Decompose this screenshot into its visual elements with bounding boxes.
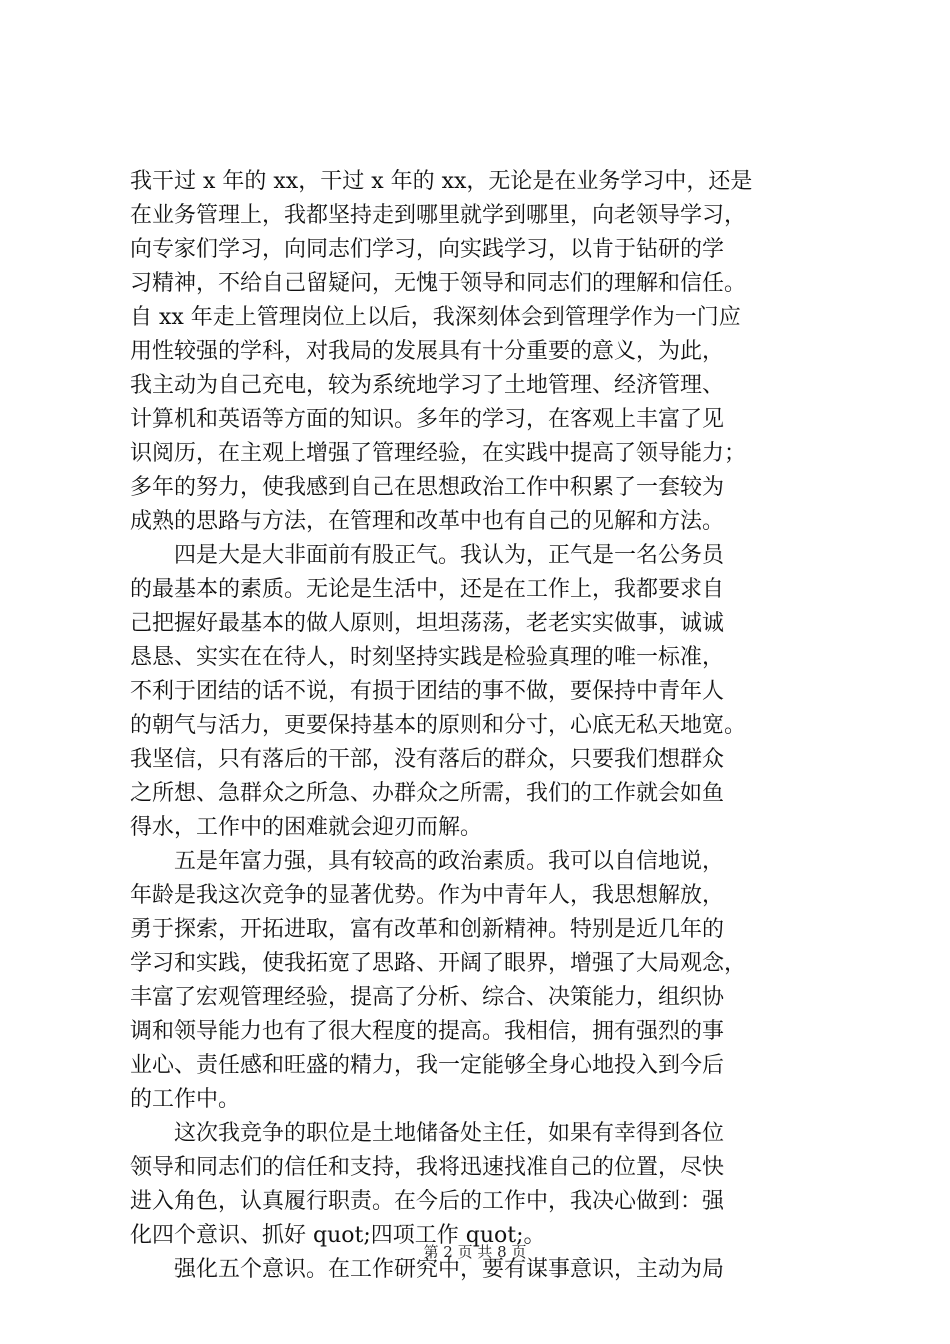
text-line: 我主动为自己充电，较为系统地学习了土地管理、经济管理、: [130, 373, 725, 398]
page-footer: 第 2 页 共 8 页: [423, 1243, 527, 1261]
body-text: [130, 165, 830, 1287]
text-line: 自 xx 年走上管理岗位上以后，我深刻体会到管理学作为一门应: [130, 305, 741, 330]
text-line: 识阅历，在主观上增强了管理经验，在实践中提高了领导能力；: [130, 441, 747, 466]
text-line: 的最基本的素质。无论是生活中，还是在工作上，我都要求自: [130, 577, 725, 602]
text-line: 勇于探索，开拓进取，富有改革和创新精神。特别是近几年的: [130, 917, 725, 942]
text-line: 不利于团结的话不说，有损于团结的事不做，要保持中青年人: [130, 679, 725, 704]
text-line: 得水，工作中的困难就会迎刃而解。: [130, 815, 483, 840]
text-line: 领导和同志们的信任和支持，我将迅速找准自己的位置，尽快: [130, 1155, 725, 1180]
text-line: 己把握好最基本的做人原则，坦坦荡荡，老老实实做事，诚诚: [130, 611, 725, 636]
text-line: 向专家们学习，向同志们学习，向实践学习，以肯于钻研的学: [130, 237, 725, 262]
text-line: 年龄是我这次竞争的显著优势。作为中青年人，我思想解放，: [130, 883, 725, 908]
text-line: 四是大是大非面前有股正气。我认为，正气是一名公务员: [130, 543, 725, 568]
text-line: 我干过 x 年的 xx，干过 x 年的 xx，无论是在业务学习中，还是: [130, 169, 753, 194]
text-line: 调和领导能力也有了很大程度的提高。我相信，拥有强烈的事: [130, 1019, 725, 1044]
text-line: 这次我竞争的职位是土地储备处主任，如果有幸得到各位: [130, 1121, 725, 1146]
text-line: 的工作中。: [130, 1087, 241, 1112]
text-line: 用性较强的学科，对我局的发展具有十分重要的意义，为此，: [130, 339, 725, 364]
text-line: 化四个意识、抓好 quot;四项工作 quot;。: [130, 1223, 546, 1248]
text-line: 进入角色，认真履行职责。在今后的工作中，我决心做到：强: [130, 1189, 725, 1214]
text-line: 丰富了宏观管理经验，提高了分析、综合、决策能力，组织协: [130, 985, 725, 1010]
text-line: 五是年富力强，具有较高的政治素质。我可以自信地说，: [130, 849, 725, 874]
text-line: 强化五个意识。在工作研究中，要有谋事意识，主动为局: [130, 1257, 725, 1282]
text-line: 多年的努力，使我感到自己在思想政治工作中积累了一套较为: [130, 475, 725, 500]
text-line: 成熟的思路与方法，在管理和改革中也有自己的见解和方法。: [130, 509, 725, 534]
text-line: 之所想、急群众之所急、办群众之所需，我们的工作就会如鱼: [130, 781, 725, 806]
text-line: 的朝气与活力，更要保持基本的原则和分寸，心底无私天地宽。: [130, 713, 747, 738]
text-line: 在业务管理上，我都坚持走到哪里就学到哪里，向老领导学习，: [130, 203, 747, 228]
text-line: 恳恳、实实在在待人，时刻坚持实践是检验真理的唯一标准，: [130, 645, 725, 670]
text-line: 习精神，不给自己留疑问，无愧于领导和同志们的理解和信任。: [130, 271, 747, 296]
text-line: 我坚信，只有落后的干部，没有落后的群众，只要我们想群众: [130, 747, 725, 772]
text-line: 计算机和英语等方面的知识。多年的学习，在客观上丰富了见: [130, 407, 725, 432]
text-line: 业心、责任感和旺盛的精力，我一定能够全身心地投入到今后: [130, 1053, 725, 1078]
text-line: 学习和实践，使我拓宽了思路、开阔了眼界，增强了大局观念，: [130, 951, 747, 976]
